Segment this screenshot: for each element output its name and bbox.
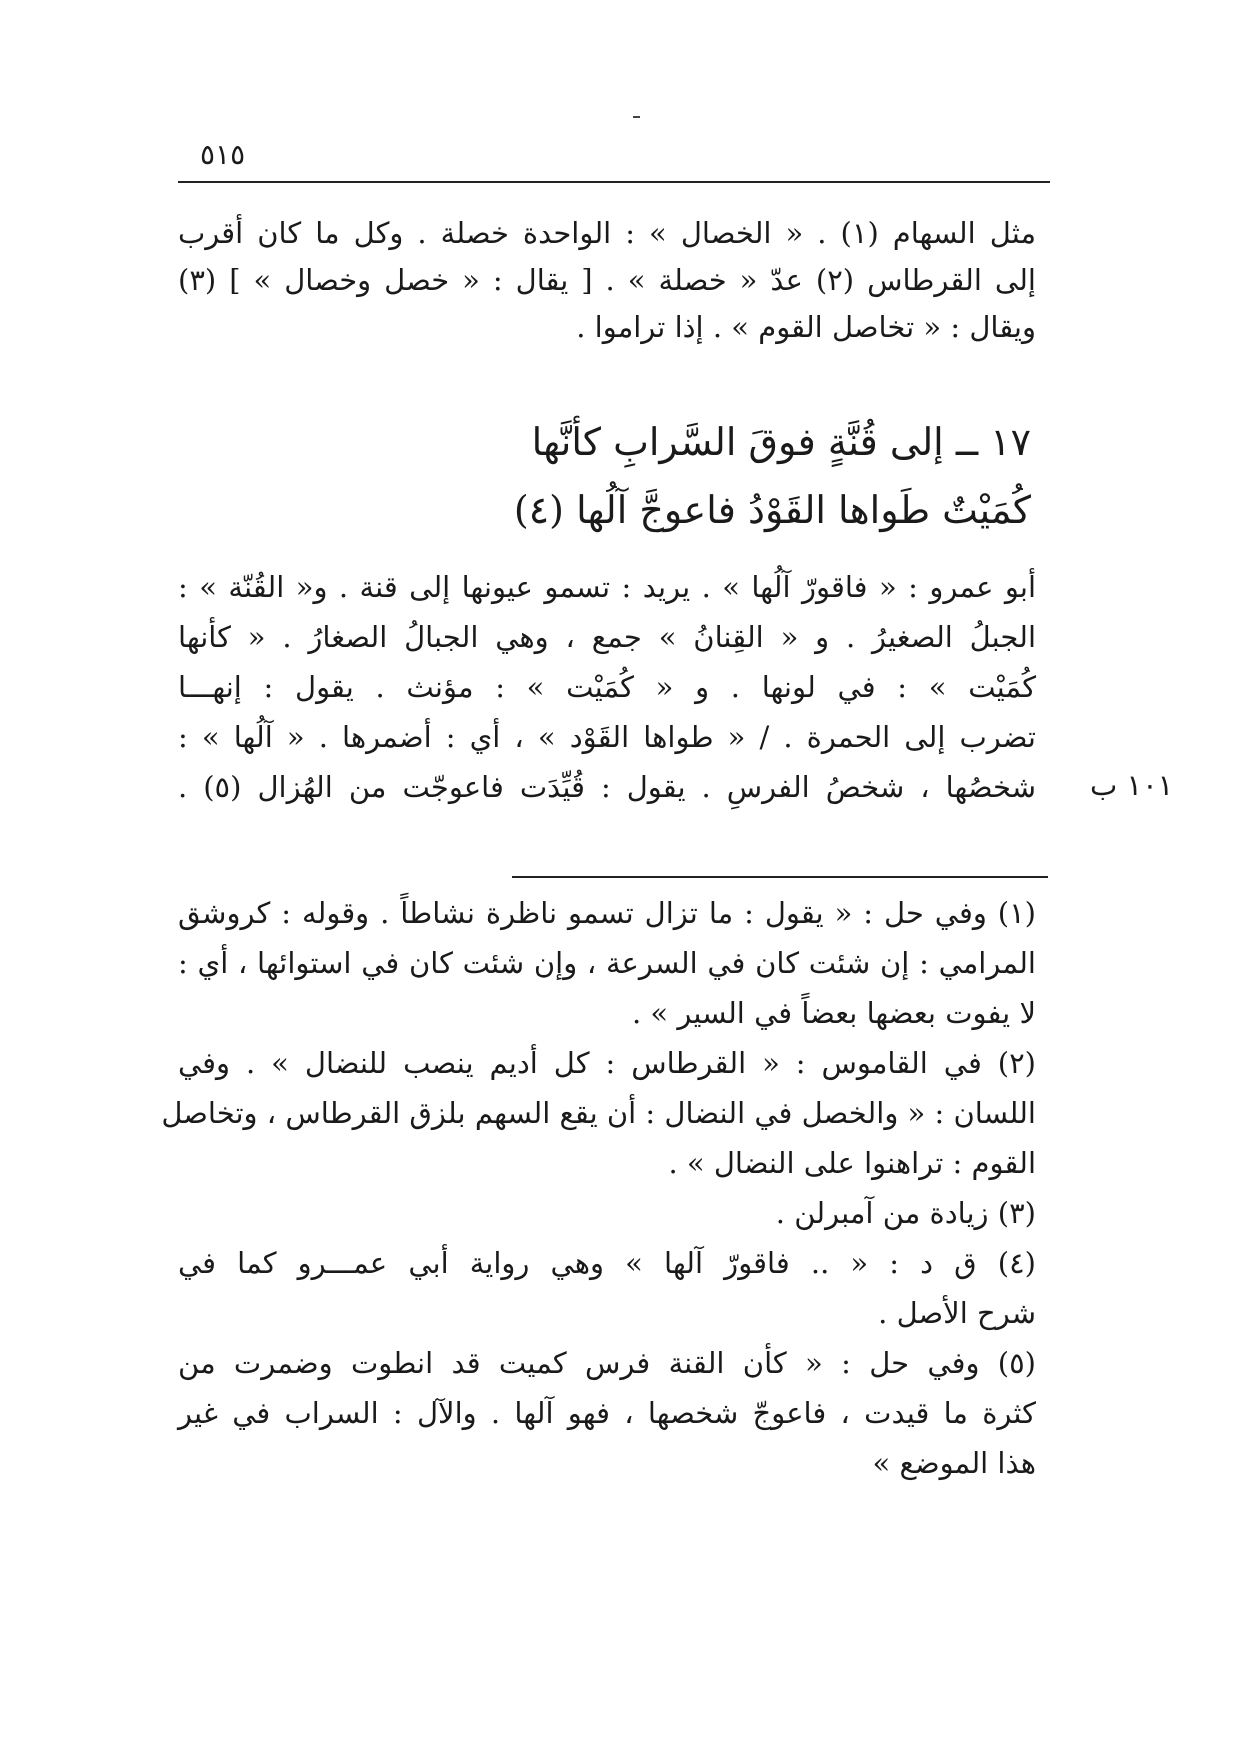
footnote-line-8: (٤) ق د : « .. فاقورّ آلها » وهي رواية أبي عمـــرو كما في	[178, 1246, 1036, 1280]
footnote-line-9: شرح الأصل .	[878, 1296, 1036, 1330]
footnote-rule	[512, 876, 1048, 878]
main-text	[178, 210, 1036, 351]
commentary-line-1: أبو عمرو : « فاقورّ آلُها » . يريد : تسمو عيونها إلى قنة . و« القُنّة » :	[178, 570, 1036, 604]
footnotes	[161, 888, 1036, 1488]
page-number: ٥١٥	[200, 138, 246, 171]
footnote-line-7: (٣) زيادة من آمبرلن .	[775, 1196, 1036, 1230]
footnote-line-4: (٢) في القاموس : « القرطاس : كل أديم ينصب للنضال » . وفي	[178, 1046, 1036, 1080]
header-rule	[178, 181, 1050, 183]
footnote-line-3: لا يفوت بعضها بعضاً في السير » .	[631, 996, 1036, 1030]
commentary	[178, 562, 1036, 812]
main-text-line-3: ويقال : « تخاصل القوم » . إذا تراموا .	[576, 310, 1036, 344]
main-text-line-1: مثل السهام (١) . « الخصال » : الواحدة خصلة . وكل ما كان أقرب	[178, 216, 1036, 250]
footnote-line-1: (١) وفي حل : « يقول : ما تزال تسمو ناظرة نشاطاً . وقوله : كروشق	[178, 896, 1036, 930]
footnote-line-6: القوم : تراهنوا على النضال » .	[668, 1146, 1036, 1180]
page-speck	[633, 116, 640, 118]
main-text-line-2: إلى القرطاس (٢) عدّ « خصلة » . [ يقال : « خصل وخصال » ] (٣)	[178, 263, 1036, 297]
footnote-line-12: هذا الموضع »	[872, 1446, 1036, 1480]
verse-hemistich-1: ١٧ ــ إلى قُنَّةٍ فوقَ السَّرابِ كأنَّها	[531, 420, 1031, 464]
footnote-line-11: كثرة ما قيدت ، فاعوجّ شخصها ، فهو آلها . والآل : السراب في غير	[178, 1396, 1036, 1430]
commentary-line-4: تضرب إلى الحمرة . / « طواها القَوْد » ، أي : أضمرها . « آلُها » :	[178, 720, 1036, 754]
margin-folio-note: ١٠١ ب	[1090, 768, 1174, 802]
commentary-line-5: شخصُها ، شخصُ الفرسِ . يقول : قُيِّدَت فاعوجّت من الهُزال (٥) .	[178, 770, 1036, 804]
commentary-line-2: الجبلُ الصغيرُ . و « القِنانُ » جمع ، وهي الجبالُ الصغارُ . « كأنها	[178, 620, 1036, 654]
footnote-line-10: (٥) وفي حل : « كأن القنة فرس كميت قد انطوت وضمرت من	[178, 1346, 1036, 1380]
footnote-line-2: المرامي : إن شئت كان في السرعة ، وإن شئت كان في استوائها ، أي :	[178, 946, 1036, 980]
footnote-line-5: اللسان : « والخصل في النضال : أن يقع السهم بلزق القرطاس ، وتخاصل	[161, 1096, 1036, 1130]
verse-hemistich-2: كُمَيْتٌ طَواها القَوْدُ فاعوجَّ آلُها (٤)	[513, 488, 1031, 532]
commentary-line-3: كُمَيْت » : في لونها . و « كُمَيْت » : مؤنث . يقول : إنهـــا	[178, 670, 1036, 704]
